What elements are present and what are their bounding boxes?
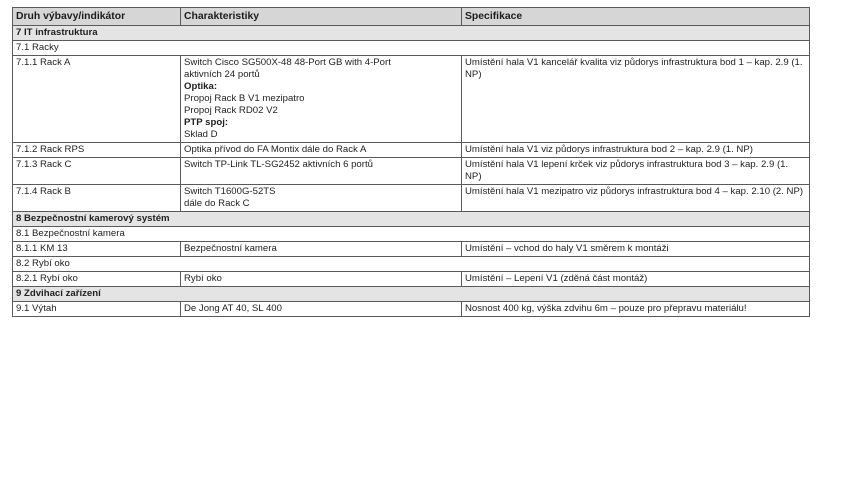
- item-name: 7.1.4 Rack B: [13, 185, 181, 212]
- item-characteristics: Rybí oko: [181, 272, 462, 287]
- char-line: Switch T1600G-52TS: [184, 186, 276, 197]
- subsection-row-fisheye: [13, 257, 810, 272]
- optika-label: Optika:: [184, 81, 218, 92]
- table-row-rack-b: [13, 185, 810, 212]
- item-name: 7.1.2 Rack RPS: [13, 143, 181, 158]
- equipment-table-page: [12, 7, 809, 317]
- char-line: dále do Rack C: [184, 198, 250, 209]
- item-characteristics: [181, 56, 462, 143]
- subsection-title: 7.1 Racky: [13, 41, 810, 56]
- subsection-title: 8.2 Rybí oko: [13, 257, 810, 272]
- equipment-table: [12, 7, 810, 317]
- table-row-rack-c: [13, 158, 810, 185]
- char-line: Propoj Rack RD02 V2: [184, 105, 278, 116]
- item-characteristics: Bezpečnostní kamera: [181, 242, 462, 257]
- item-characteristics: Optika přívod do FA Montix dále do Rack A: [181, 143, 462, 158]
- char-line: aktivních 24 portů: [184, 69, 260, 80]
- item-specification: Umístění hala V1 mezipatro viz půdorys infrastruktura bod 4 – kap. 2.10 (2. NP): [462, 185, 810, 212]
- item-specification: Nosnost 400 kg, výška zdvihu 6m – pouze pro přepravu materiálu!: [462, 302, 810, 317]
- table-row-lift: [13, 302, 810, 317]
- item-specification: Umístění hala V1 lepení krček viz půdorys infrastruktura bod 3 – kap. 2.9 (1. NP): [462, 158, 810, 185]
- subsection-title: 8.1 Bezpečnostní kamera: [13, 227, 810, 242]
- header-type-indicator: Druh výbavy/indikátor: [13, 8, 181, 26]
- table-row-rack-rps: [13, 143, 810, 158]
- char-line: Sklad D: [184, 129, 218, 140]
- item-specification: Umístění hala V1 kancelář kvalita viz půdorys infrastruktura bod 1 – kap. 2.9 (1. NP): [462, 56, 810, 143]
- section-title: 7 IT infrastruktura: [13, 26, 810, 41]
- item-name: 7.1.1 Rack A: [13, 56, 181, 143]
- section-row-security-camera-system: [13, 212, 810, 227]
- header-specification: Specifikace: [462, 8, 810, 26]
- item-name: 8.2.1 Rybí oko: [13, 272, 181, 287]
- table-header-row: [13, 8, 810, 26]
- item-characteristics: [181, 185, 462, 212]
- char-line: Propoj Rack B V1 mezipatro: [184, 93, 305, 104]
- header-characteristics: Charakteristiky: [181, 8, 462, 26]
- item-name: 7.1.3 Rack C: [13, 158, 181, 185]
- section-title: 8 Bezpečnostní kamerový systém: [13, 212, 810, 227]
- table-row-fisheye: [13, 272, 810, 287]
- item-characteristics: De Jong AT 40, SL 400: [181, 302, 462, 317]
- item-name: 8.1.1 KM 13: [13, 242, 181, 257]
- section-row-it-infrastructure: [13, 26, 810, 41]
- ptp-label: PTP spoj:: [184, 117, 229, 128]
- section-row-lifting-equipment: [13, 287, 810, 302]
- table-row-rack-a: [13, 56, 810, 143]
- subsection-row-security-camera: [13, 227, 810, 242]
- section-title: 9 Zdvihací zařízení: [13, 287, 810, 302]
- item-specification: Umístění – vchod do haly V1 směrem k montáži: [462, 242, 810, 257]
- item-specification: Umístění – Lepení V1 (zděná část montáž): [462, 272, 810, 287]
- char-line: Switch Cisco SG500X-48 48-Port GB with 4-Port: [184, 57, 391, 68]
- subsection-row-racks: [13, 41, 810, 56]
- table-row-km13: [13, 242, 810, 257]
- item-characteristics: Switch TP-Link TL-SG2452 aktivních 6 portů: [181, 158, 462, 185]
- item-specification: Umístění hala V1 viz půdorys infrastruktura bod 2 – kap. 2.9 (1. NP): [462, 143, 810, 158]
- item-name: 9.1 Výtah: [13, 302, 181, 317]
